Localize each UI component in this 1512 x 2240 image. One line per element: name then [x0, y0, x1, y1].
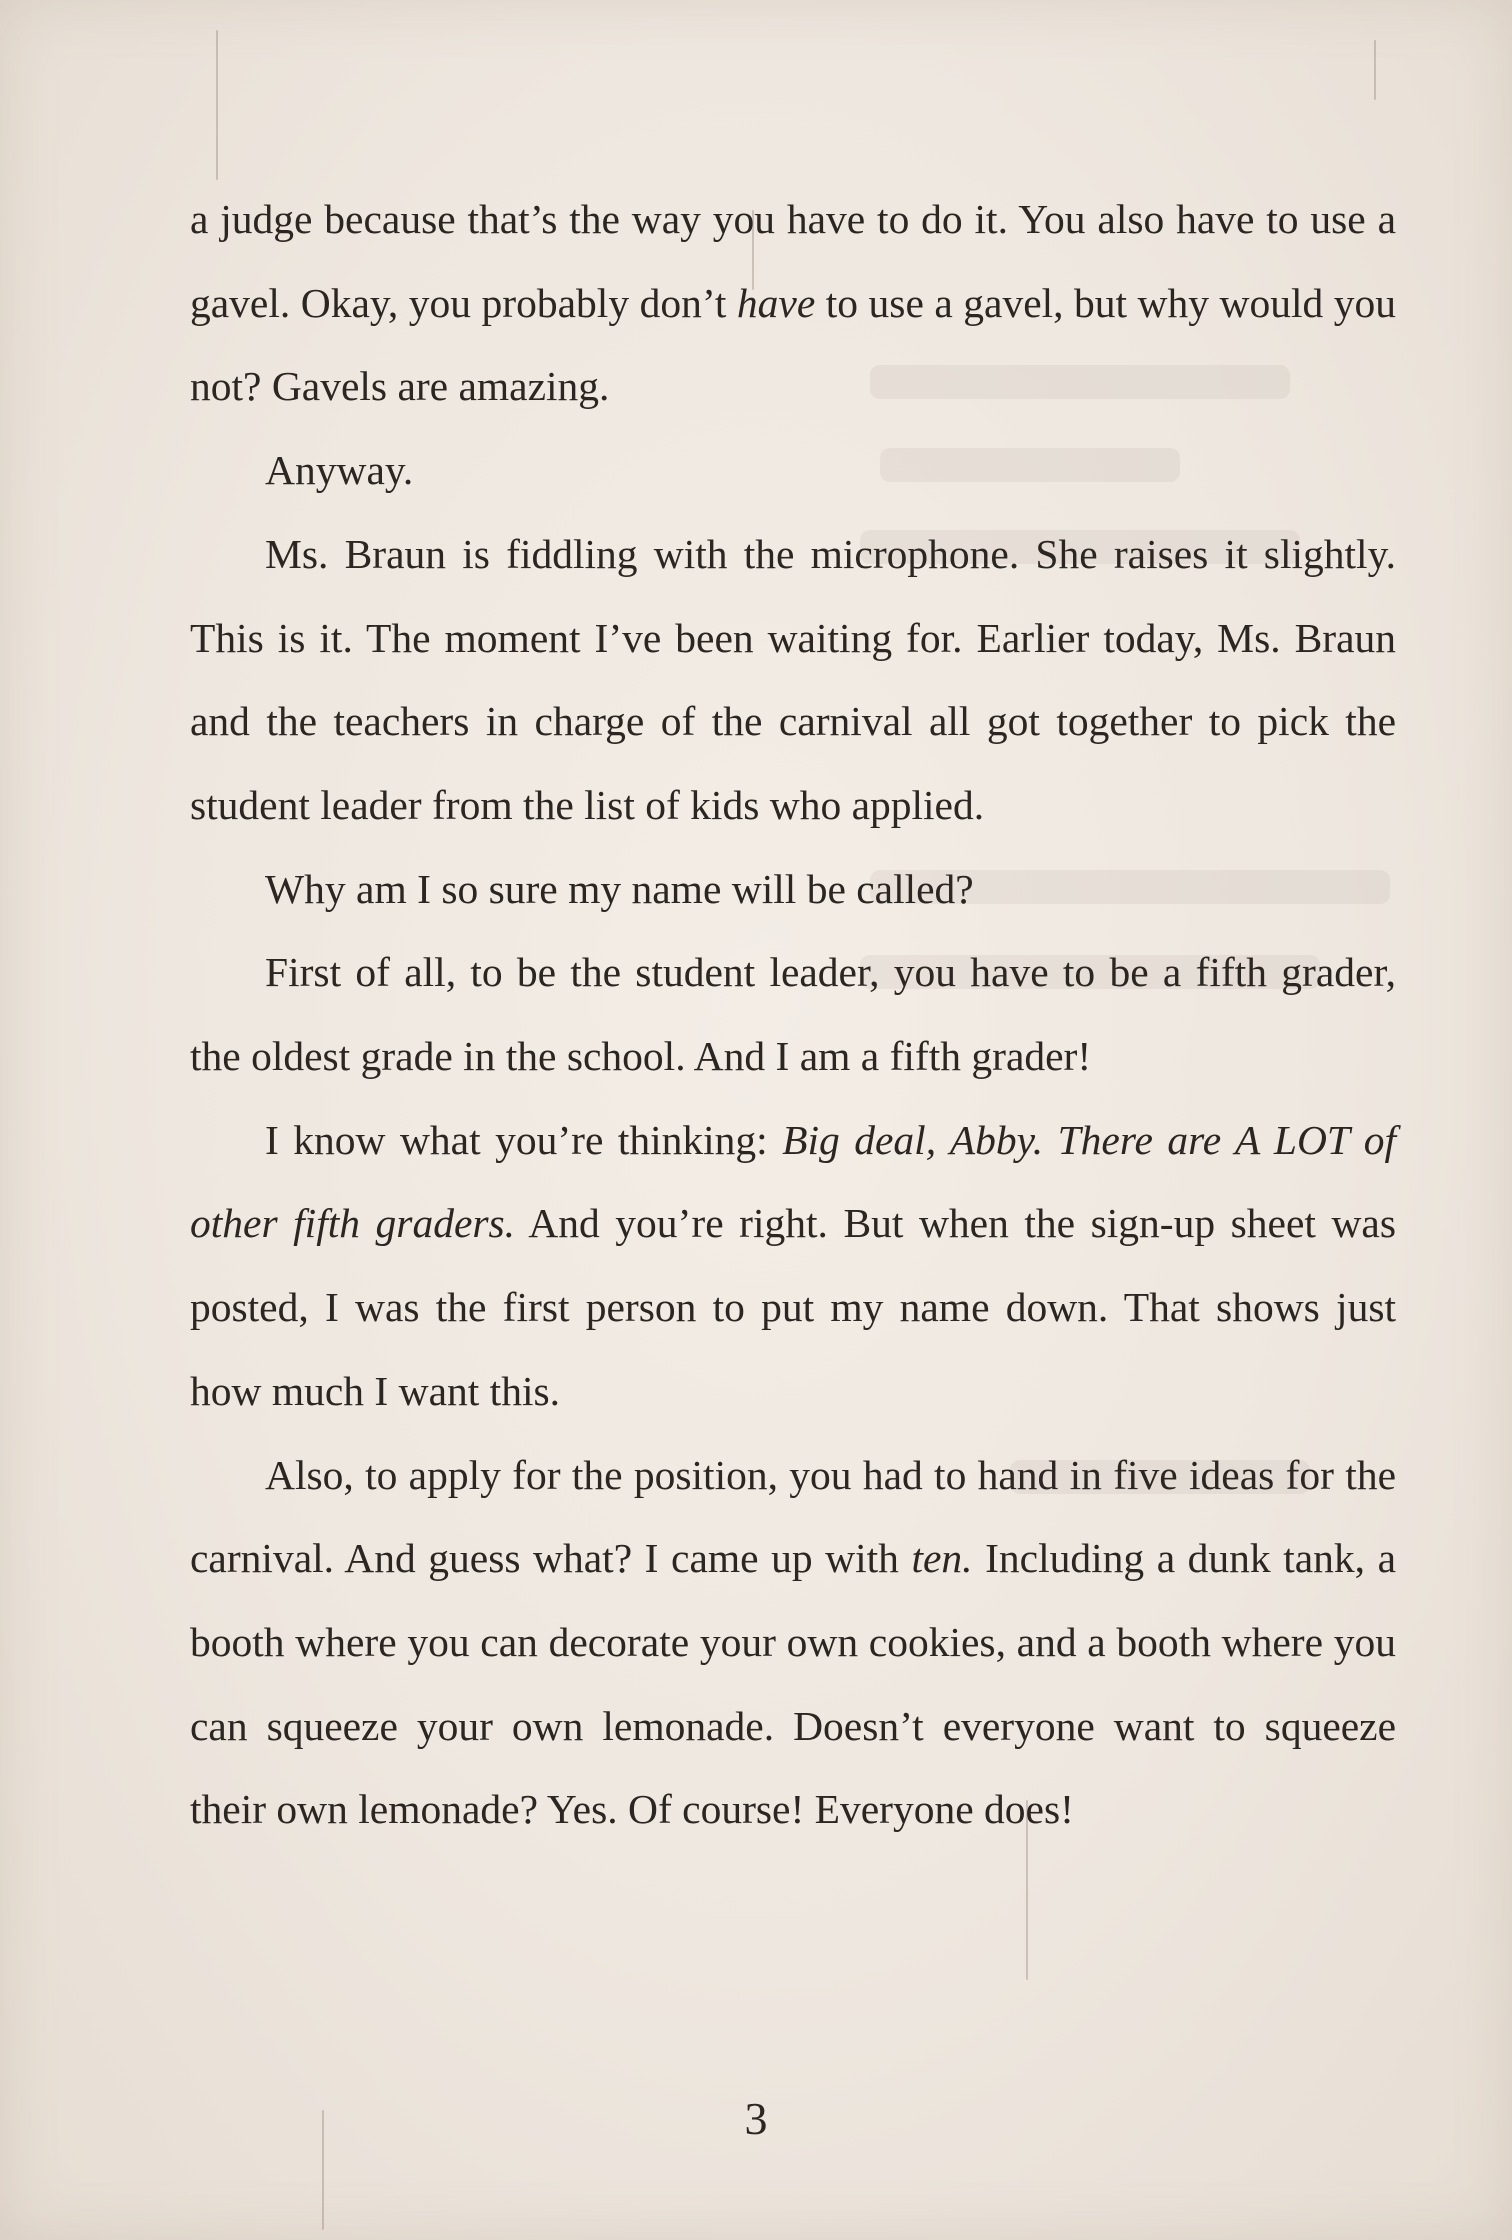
text-run: I know what you’re thinking: — [265, 1116, 783, 1163]
text-run: Anyway. — [265, 447, 414, 494]
italic-text: have — [736, 279, 816, 326]
paragraph — [190, 513, 1396, 848]
paragraph — [190, 178, 1396, 429]
paper-crease-left — [216, 30, 218, 180]
text-run: And you’re right. But when the sign-up sheet was posted, I was the first person to put my name down. That shows just how much I want this. — [190, 1200, 1396, 1414]
body-text — [190, 178, 1396, 1852]
italic-text: Big deal, Abby. There are A LOT of other fifth graders. — [190, 1116, 1396, 1247]
page-number: 3 — [744, 2093, 768, 2144]
paragraph — [190, 429, 1396, 513]
paragraph — [190, 1434, 1396, 1853]
text-run: First of all, to be the student leader, you have to be a fifth grader, the oldest grade in the school. And I am a fifth grader! — [190, 949, 1396, 1080]
paragraph — [190, 931, 1396, 1098]
text-run: Ms. Braun is fiddling with the microphone. She raises it slightly. This is it. The moment I’ve been waiting for. Earlier today, Ms. Braun and the teachers in charge of the carnival all got together to pick the student leader from the list of kids who applied. — [190, 530, 1396, 828]
text-run: Including a dunk tank, a booth where you can decorate your own cookies, and a booth where you can squeeze your own lemonade. Doesn’t everyone want to squeeze their own lemonade? Yes. Of course! Everyone does! — [190, 1535, 1396, 1833]
paper-crease-top-right — [1374, 40, 1376, 100]
italic-text: ten. — [911, 1535, 973, 1582]
text-run: to use a gavel, but why would you not? Gavels are amazing. — [190, 279, 1397, 410]
text-run: Why am I so sure my name will be called? — [265, 865, 974, 912]
paragraph — [190, 1099, 1396, 1434]
text-run: Also, to apply for the position, you had to hand in five ideas for the carnival. And guess what? I came up with — [190, 1451, 1396, 1582]
text-run: a judge because that’s the way you have to do it. You also have to use a gavel. Okay, you probably don’t — [190, 196, 1396, 326]
paragraph — [190, 848, 1396, 932]
